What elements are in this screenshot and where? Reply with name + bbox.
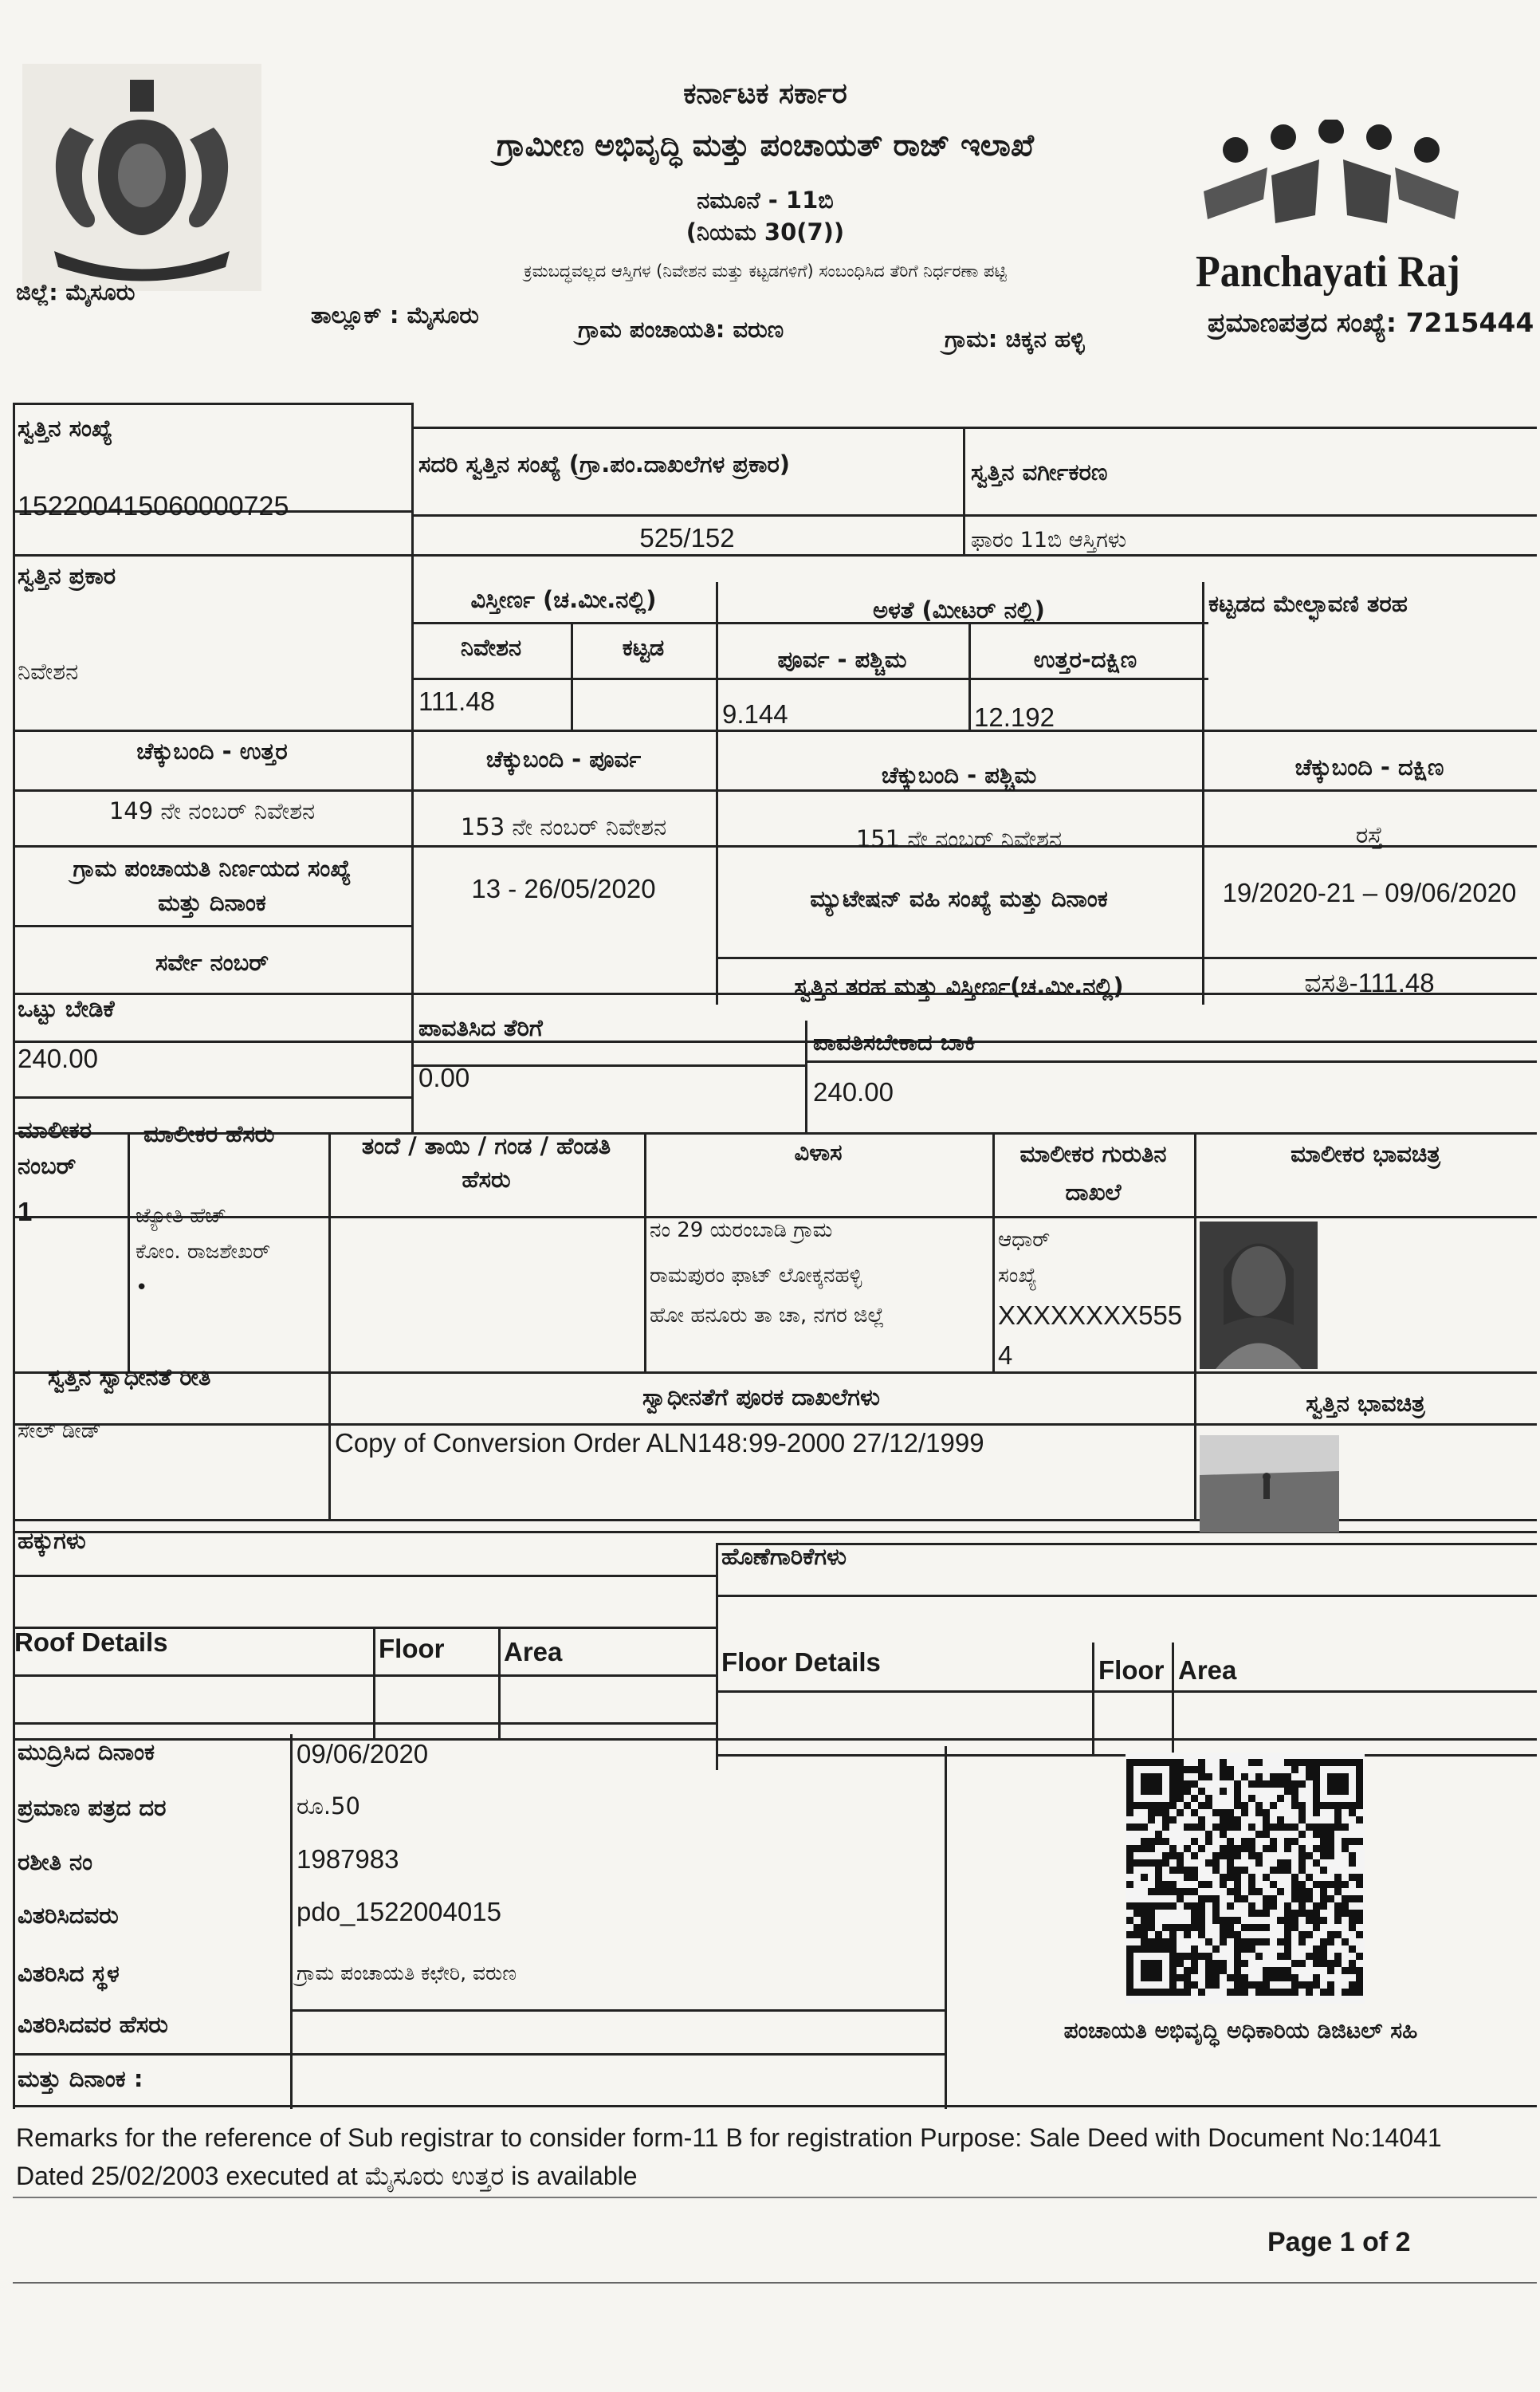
rule	[373, 1627, 375, 1738]
rule	[290, 2009, 945, 2012]
acquisition-method-label: ಸ್ವತ್ತಿನ ಸ್ವಾಧೀನತೆ ರೀತಿ	[48, 1363, 211, 1391]
rule	[411, 678, 1208, 680]
classification-label: ಸ್ವತ್ತಿನ ವರ್ಗೀಕರಣ	[971, 458, 1108, 486]
west-boundary-value: 151 ನೇ ನಂಬರ್ ನಿವೇಶನ	[855, 825, 1063, 852]
rule	[411, 514, 1537, 517]
form-name: ನಮೂನೆ - 11ಬಿ	[697, 187, 834, 214]
rule	[805, 1060, 1537, 1063]
owner-name-header: ಮಾಲೀಕರ ಹೆಸರು	[143, 1120, 275, 1147]
site-label: ನಿವೇಶನ	[460, 634, 522, 661]
rule	[13, 1722, 716, 1725]
owner-id-header-1: ಮಾಲೀಕರ ಗುರುತಿನ	[1019, 1140, 1167, 1167]
rule	[992, 1132, 995, 1371]
form-description: ಕ್ರಮಬದ್ಧವಲ್ಲದ ಆಸ್ತಿಗಳ (ನಿವೇಶನ ಮತ್ತು ಕಟ್ಟಡಗಳಿಗೆ) ಸಂಬಂಧಿಸಿದ ತೆರಿಗೆ ನಿರ್ಧರಣಾ ಪಟ್ಟಿ	[524, 262, 1007, 281]
rule-reference: (ನಿಯಮ 30(7))	[686, 218, 845, 246]
property-photo-label: ಸ್ವತ್ತಿನ ಭಾವಚಿತ್ರ	[1306, 1390, 1425, 1417]
rule	[13, 2053, 945, 2056]
floor-floor-label: Floor	[1098, 1655, 1165, 1685]
remarks-line-2: Dated 25/02/2003 executed at ಮೈಸೂರು ಉತ್ತರ is available	[16, 2162, 638, 2190]
nature-label: ಸ್ವತ್ತಿನ ತರಹ ಮತ್ತು ವಿಸ್ತೀರ್ಣ(ಚ.ಮೀ.ನಲ್ಲಿ)	[794, 973, 1124, 1000]
building-label: ಕಟ್ಟಡ	[622, 634, 665, 661]
south-boundary-value: ರಸ್ತೆ	[1355, 821, 1384, 848]
panchayati-raj-logo	[1188, 120, 1475, 247]
printed-date-label: ಮುದ್ರಿಸಿದ ದಿನಾಂಕ	[18, 1738, 155, 1765]
owner-name-1: ಜ್ಯೋತಿ ಹೆಚ್	[136, 1204, 226, 1228]
taluk-label: ತಾಲ್ಲೂಕ್ : ಮೈಸೂರು	[311, 301, 479, 329]
balance-label: ಪಾವತಿಸಬೇಕಾದ ಬಾಕಿ	[813, 1029, 976, 1056]
rule	[128, 1132, 130, 1371]
rule	[411, 427, 1537, 429]
property-type-label: ಸ್ವತ್ತಿನ ಪ್ರಕಾರ	[18, 562, 116, 589]
owner-address-3: ಹೋ ಹನೂರು ತಾ ಚಾ, ನಗರ ಜಿಲ್ಲೆ	[650, 1304, 885, 1328]
north-boundary-label: ಚೆಕ್ಕುಬಂದಿ - ಉತ್ತರ	[136, 738, 288, 765]
liabilities-label: ಹೊಣೆಗಾರಿಕೆಗಳು	[721, 1543, 847, 1570]
owner-id-number-cont: 4	[998, 1340, 1013, 1370]
village-label: ಗ್ರಾಮ: ಚಿಕ್ಕನ ಹಳ್ಳಿ	[945, 325, 1085, 352]
rule	[411, 403, 414, 430]
decision-value: 13 - 26/05/2020	[471, 874, 656, 903]
government-title: ಕರ್ನಾಟಕ ಸರ್ಕಾರ	[683, 77, 847, 110]
total-demand-label: ಒಟ್ಟು ಬೇಡಿಕೆ	[18, 995, 115, 1022]
nature-value: ವಸತಿ-111.48	[1304, 968, 1435, 997]
rule	[716, 1690, 1537, 1693]
rule	[13, 2282, 1537, 2284]
rule	[716, 1738, 1537, 1741]
rule	[13, 1041, 1537, 1043]
certificate-number: ಪ್ರಮಾಣಪತ್ರದ ಸಂಖ್ಯೆ: 7215444	[1208, 307, 1534, 338]
local-number-label: ಸದರಿ ಸ್ವತ್ತಿನ ಸಂಖ್ಯೆ (ಗ್ರಾ.ಪಂ.ದಾಖಲೆಗಳ ಪ್ರಕಾರ)	[418, 450, 791, 478]
remarks-line-1: Remarks for the reference of Sub registrar to consider form-11 B for registration Purpose: Sale Deed with Document No:14041	[16, 2123, 1442, 2152]
receipt-number-value: 1987983	[297, 1844, 399, 1874]
rule	[13, 2197, 1537, 2198]
acquisition-docs-label: ಸ್ವಾಧೀನತೆಗೆ ಪೂರಕ ದಾಖಲೆಗಳು	[642, 1383, 880, 1410]
relation-header-2: ಹೆಸರು	[462, 1166, 511, 1193]
rule	[963, 427, 965, 554]
department-title: ಗ್ರಾಮೀಣ ಅಭಿವೃದ್ಧಿ ಮತ್ತು ಪಂಚಾಯತ್ ರಾಜ್ ಇಲಾಖೆ	[496, 128, 1035, 163]
owner-photo	[1200, 1222, 1318, 1369]
rule	[13, 1423, 1537, 1426]
issue-place-value: ಗ್ರಾಮ ಪಂಚಾಯತಿ ಕಛೇರಿ, ವರುಣ	[297, 1961, 517, 1985]
east-west-value: 9.144	[722, 699, 788, 729]
issue-place-label: ವಿತರಿಸಿದ ಸ್ಥಳ	[18, 1960, 120, 1987]
rule	[13, 403, 411, 405]
rule	[411, 1064, 805, 1067]
area-label: ವಿಸ್ತೀರ್ಣ (ಚ.ಮೀ.ನಲ್ಲಿ)	[470, 586, 657, 613]
rights-label: ಹಕ್ಕುಗಳು	[18, 1527, 86, 1554]
owner-id-number: XXXXXXXX555	[998, 1300, 1183, 1330]
rule	[945, 1746, 947, 2109]
page-number: Page 1 of 2	[1267, 2227, 1411, 2257]
west-boundary-label: ಚೆಕ್ಕುಬಂದಿ - ಪಶ್ಚಿಮ	[881, 761, 1037, 789]
classification-value: ಫಾರಂ 11ಬಿ ಆಸ್ತಿಗಳು	[971, 528, 1127, 553]
printed-date-value: 09/06/2020	[297, 1739, 429, 1768]
state-emblem	[22, 64, 261, 291]
property-id-label: ಸ್ವತ್ತಿನ ಸಂಖ್ಯೆ	[18, 415, 113, 442]
relation-header-1: ತಂದೆ / ತಾಯಿ / ಗಂಡ / ಹೆಂಡತಿ	[361, 1132, 611, 1159]
balance-value: 240.00	[813, 1077, 894, 1107]
south-boundary-label: ಚೆಕ್ಕುಬಂದಿ - ದಕ್ಷಿಣ	[1294, 753, 1444, 781]
panchayati-raj-brand: Panchayati Raj	[1196, 247, 1460, 297]
digital-signature-label: ಪಂಚಾಯತಿ ಅಭಿವೃದ್ಧಿ ಅಧಿಕಾರಿಯ ಡಿಜಿಟಲ್ ಸಹಿ	[1063, 2017, 1418, 2044]
owner-address-1: ನಂ 29 ಯರಂಬಾಡಿ ಗ್ರಾಮ	[650, 1218, 833, 1242]
rule	[1202, 582, 1204, 730]
receipt-number-label: ರಶೀತಿ ನಂ	[18, 1848, 93, 1875]
rule	[1092, 1643, 1094, 1754]
rule	[13, 1575, 716, 1577]
owner-name-3: •	[136, 1276, 148, 1300]
left-border	[13, 403, 15, 2109]
owner-no-header-2: ನಂಬರ್	[18, 1152, 77, 1179]
north-south-label: ಉತ್ತರ-ದಕ್ಷಿಣ	[1033, 646, 1137, 673]
rule	[968, 622, 971, 730]
rule	[644, 1132, 646, 1371]
rule	[13, 554, 1537, 557]
acquisition-docs-value: Copy of Conversion Order ALN148:99-2000 27/12/1999	[335, 1428, 984, 1458]
rule	[716, 1595, 1537, 1597]
issuer-name-label: ವಿತರಿಸಿದವರ ಹೆಸರು	[18, 2011, 168, 2038]
floor-details-label: Floor Details	[721, 1647, 881, 1677]
paid-tax-label: ಪಾವತಿಸಿದ ತೆರಿಗೆ	[418, 1014, 543, 1041]
district-label: ಜಿಲ್ಲೆ: ಮೈಸೂರು	[16, 279, 136, 305]
acquisition-method-value: ಸೇಲ್ ಡೀಡ್	[18, 1419, 101, 1443]
owner-address-2: ರಾಮಪುರಂ ಫಾಟ್ ಲೋಕ್ಕನಹಳ್ಳಿ	[650, 1264, 862, 1288]
rule	[498, 1627, 501, 1738]
roof-details-label: Roof Details	[14, 1627, 168, 1657]
rule	[13, 1096, 411, 1099]
property-type-value: ನಿವೇಶನ	[18, 658, 79, 685]
mutation-value: 19/2020-21 – 09/06/2020	[1222, 878, 1517, 907]
rule	[805, 1021, 807, 1132]
decision-label-2: ಮತ್ತು ದಿನಾಂಕ	[158, 889, 266, 916]
owner-no: 1	[18, 1197, 33, 1226]
survey-label: ಸರ್ವೇ ನಂಬರ್	[155, 949, 269, 976]
north-south-value: 12.192	[974, 702, 1055, 732]
rule	[1194, 1132, 1196, 1371]
rule	[13, 925, 411, 927]
roof-area-label: Area	[504, 1637, 563, 1666]
rule	[13, 2105, 1537, 2107]
east-boundary-value: 153 ನೇ ನಂಬರ್ ನಿವೇಶನ	[460, 813, 667, 840]
east-boundary-label: ಚೆಕ್ಕುಬಂದಿ - ಪೂರ್ವ	[485, 746, 642, 773]
address-header: ವಿಳಾಸ	[794, 1139, 843, 1166]
owner-no-header-1: ಮಾಲೀಕರ	[18, 1116, 92, 1143]
rule	[13, 789, 1537, 792]
total-demand-value: 240.00	[18, 1044, 98, 1073]
owner-id-header-2: ದಾಖಲೆ	[1065, 1178, 1122, 1206]
certificate-fee-value: ರೂ.50	[297, 1792, 360, 1820]
owner-photo-header: ಮಾಲೀಕರ ಭಾವಚಿತ್ರ	[1291, 1140, 1440, 1167]
paid-tax-value: 0.00	[418, 1063, 470, 1092]
measure-label: ಅಳತೆ (ಮೀಟರ್ ನಲ್ಲಿ)	[873, 596, 1045, 624]
rule	[411, 1041, 414, 1132]
issuer-label: ವಿತರಿಸಿದವರು	[18, 1902, 119, 1929]
mutation-label: ಮ್ಯುಟೇಷನ್ ವಹಿ ಸಂಖ್ಯೆ ಮತ್ತು ದಿನಾಂಕ	[810, 885, 1108, 912]
rule	[13, 1371, 1537, 1374]
north-boundary-value: 149 ನೇ ನಂಬರ್ ನಿವೇಶನ	[108, 797, 316, 824]
qr-code	[1126, 1753, 1365, 2004]
certificate-fee-label: ಪ್ರಮಾಣ ಪತ್ರದ ದರ	[18, 1794, 167, 1821]
owner-id-type-1: ಆಧಾರ್	[998, 1228, 1051, 1252]
roof-floor-label: Floor	[379, 1634, 445, 1663]
issuer-value: pdo_1522004015	[297, 1897, 501, 1926]
roof-type-label: ಕಟ್ಟಡದ ಮೇಲ್ಛಾವಣಿ ತರಹ	[1208, 590, 1408, 617]
gram-panchayat-label: ಗ್ರಾಮ ಪಂಚಾಯತಿ: ವರುಣ	[578, 316, 784, 343]
site-area-value: 111.48	[418, 687, 496, 716]
east-west-label: ಪೂರ್ವ - ಪಶ್ಚಿಮ	[777, 646, 907, 673]
owner-name-2: ಕೋಂ. ರಾಜಶೇಖರ್	[136, 1240, 271, 1264]
rule	[716, 1543, 718, 1770]
issue-date-label: ಮತ್ತು ದಿನಾಂಕ :	[18, 2065, 143, 2092]
rule	[1172, 1643, 1174, 1754]
property-photo	[1200, 1435, 1339, 1532]
owner-id-type-2: ಸಂಖ್ಯೆ	[998, 1264, 1037, 1288]
property-id-value: 152200415060000725	[18, 491, 289, 521]
decision-label-1: ಗ್ರಾಮ ಪಂಚಾಯತಿ ನಿರ್ಣಯದ ಸಂಖ್ಯೆ	[73, 855, 352, 882]
floor-area-label: Area	[1178, 1655, 1237, 1685]
rule	[13, 1674, 716, 1677]
rule	[716, 957, 1537, 959]
local-number-value: 525/152	[639, 523, 735, 553]
